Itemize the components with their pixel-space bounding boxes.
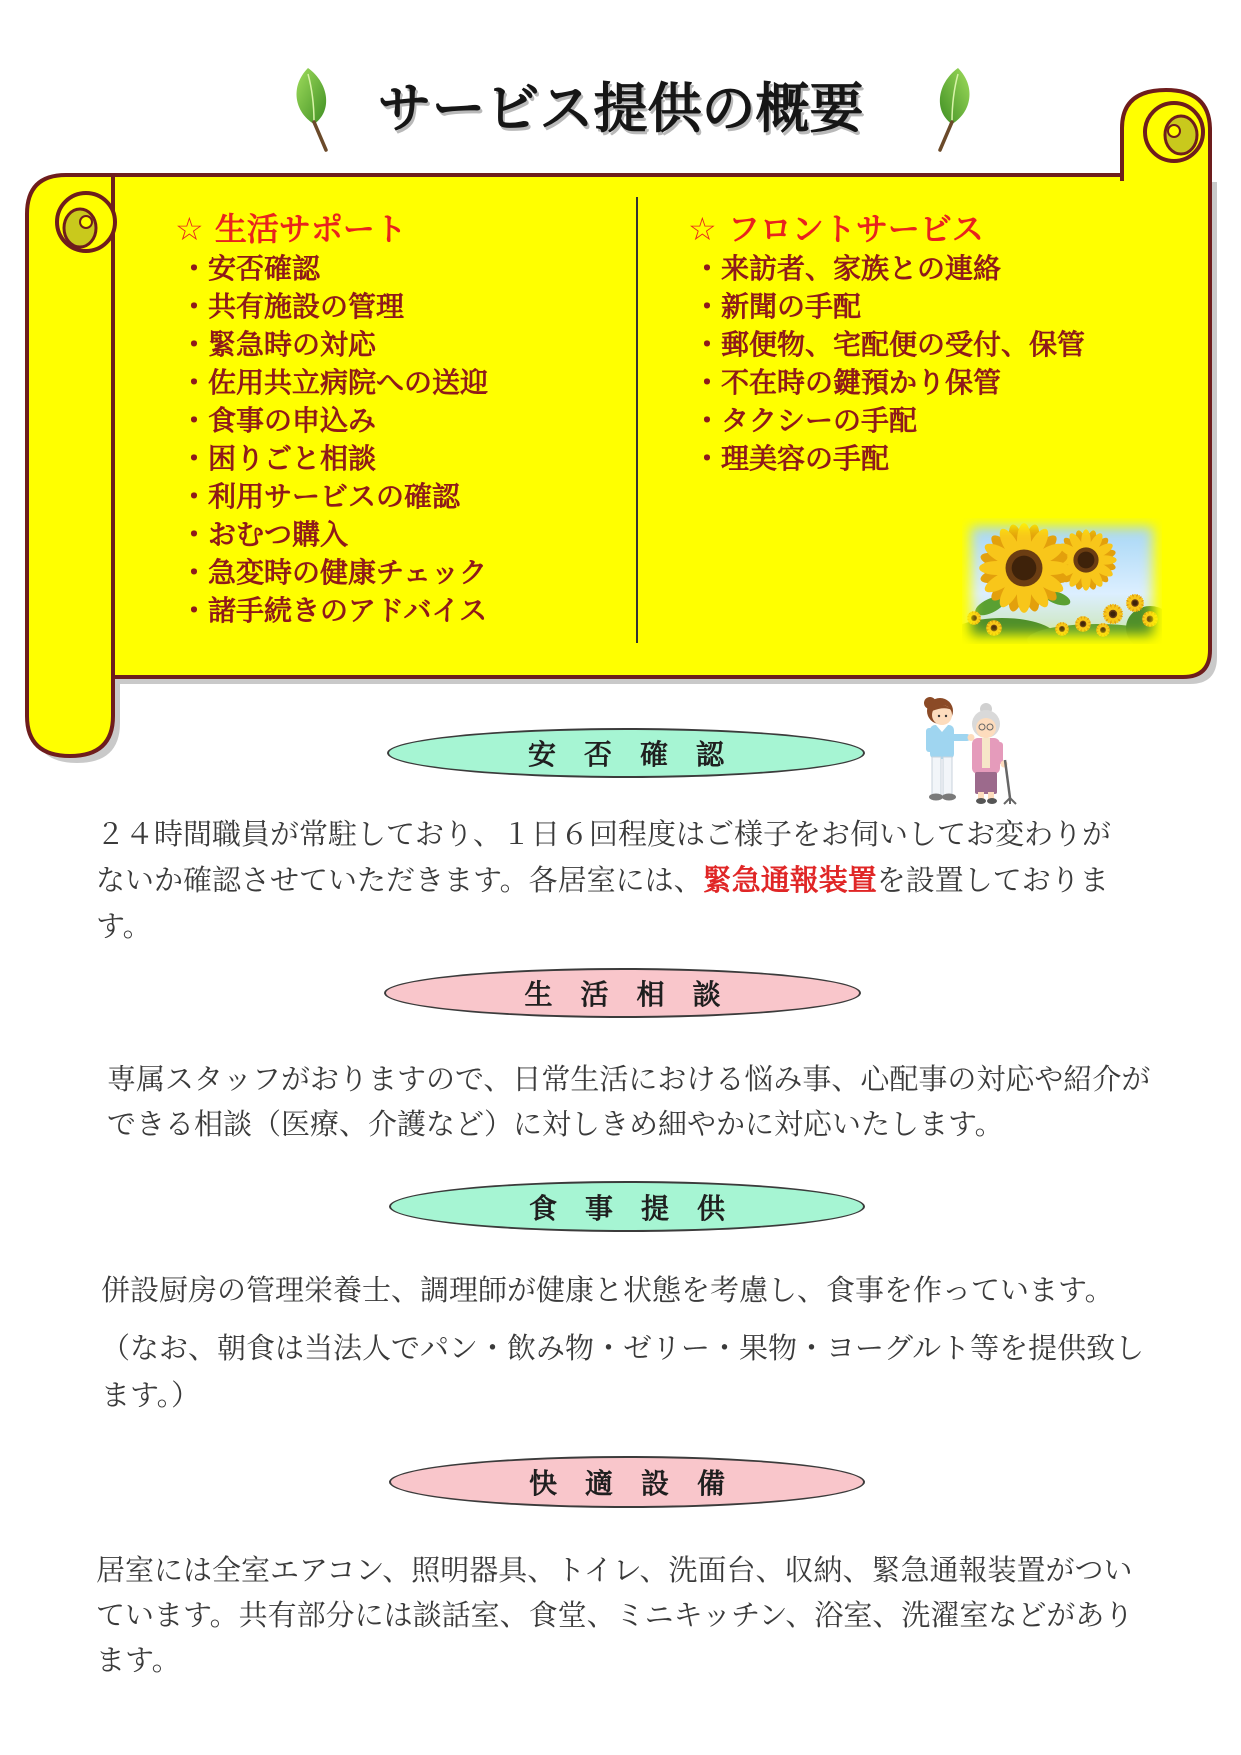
list-item: ・諸手続きのアドバイス <box>180 594 488 627</box>
list-item: ・食事の申込み <box>180 404 377 437</box>
list-item: ・緊急時の対応 <box>180 328 377 361</box>
section-label-facilities: 快 適 設 備 <box>389 1456 865 1508</box>
scroll-left-roll <box>27 175 113 756</box>
life-consultation-paragraph <box>107 1057 1150 1147</box>
list-item: ・来訪者、家族との連絡 <box>693 252 1002 285</box>
list-item: ・理美容の手配 <box>693 442 890 475</box>
meals-note-paragraph <box>101 1325 1144 1419</box>
section-label-meals: 食 事 提 供 <box>389 1181 865 1232</box>
list-item: ・新聞の手配 <box>693 290 862 323</box>
front-service-column <box>688 208 1085 478</box>
life-support-column <box>175 208 488 630</box>
front-service-heading: ☆ フロントサービス <box>688 210 984 248</box>
list-item: ・佐用共立病院への送迎 <box>180 366 489 399</box>
list-item: ・急変時の健康チェック <box>180 556 488 589</box>
column-divider <box>636 197 638 643</box>
paragraph-text: ないか確認させていただきます。各居室には、 <box>96 863 703 897</box>
list-item: ・利用サービスの確認 <box>180 480 461 513</box>
meals-paragraph <box>101 1267 1114 1313</box>
caregiver-illustration <box>918 694 1028 809</box>
paragraph-line: （なお、朝食は当法人でパン・飲み物・ゼリー・果物・ヨーグルト等を提供致し <box>101 1331 1145 1365</box>
paragraph-line <box>96 857 1111 903</box>
paragraph-line: 居室には全室エアコン、照明器具、トイレ、洗面台、収納、緊急通報装置がつい <box>96 1553 1133 1587</box>
list-item: ・おむつ購入 <box>180 518 349 551</box>
emergency-alarm-highlight: 緊急通報装置 <box>702 863 877 897</box>
list-item: ・安否確認 <box>180 252 321 285</box>
paragraph-line: ています。共有部分には談話室、食堂、ミニキッチン、浴室、洗濯室などがあり <box>96 1598 1134 1632</box>
section-label-safety-check: 安 否 確 認 <box>387 728 865 778</box>
section-label-life-consultation: 生 活 相 談 <box>384 968 861 1018</box>
sunflower-photo <box>962 518 1162 644</box>
scroll-left-curl <box>57 193 115 251</box>
list-item: ・不在時の鍵預かり保管 <box>693 366 1002 399</box>
list-item: ・共有施設の管理 <box>180 290 405 323</box>
paragraph-line: ２４時間職員が常駐しており、１日６回程度はご様子をお伺いしてお変わりが <box>96 817 1112 851</box>
list-item: ・郵便物、宅配便の受付、保管 <box>693 328 1086 361</box>
front-service-list <box>688 250 1085 478</box>
life-support-heading: ☆ 生活サポート <box>175 210 407 248</box>
paragraph-line: できる相談（医療、介護など）に対しきめ細やかに対応いたします。 <box>107 1107 1004 1141</box>
paragraph-line: ます。） <box>101 1378 201 1412</box>
paragraph-line: 併設厨房の管理栄養士、調理師が健康と状態を考慮し、食事を作っています。 <box>101 1273 1114 1307</box>
list-item: ・タクシーの手配 <box>693 404 918 437</box>
paragraph-line: ます。 <box>96 1643 181 1677</box>
safety-check-paragraph <box>96 811 1111 949</box>
facilities-paragraph <box>96 1548 1133 1683</box>
list-item: ・困りごと相談 <box>180 442 377 475</box>
paragraph-line: 専属スタッフがおりますので、日常生活における悩み事、心配事の対応や紹介が <box>107 1062 1151 1096</box>
paragraph-line: す。 <box>96 909 152 943</box>
page-title: サービス提供の概要 <box>377 77 864 140</box>
life-support-list <box>175 250 488 630</box>
paragraph-text: を設置しておりま <box>876 863 1109 897</box>
